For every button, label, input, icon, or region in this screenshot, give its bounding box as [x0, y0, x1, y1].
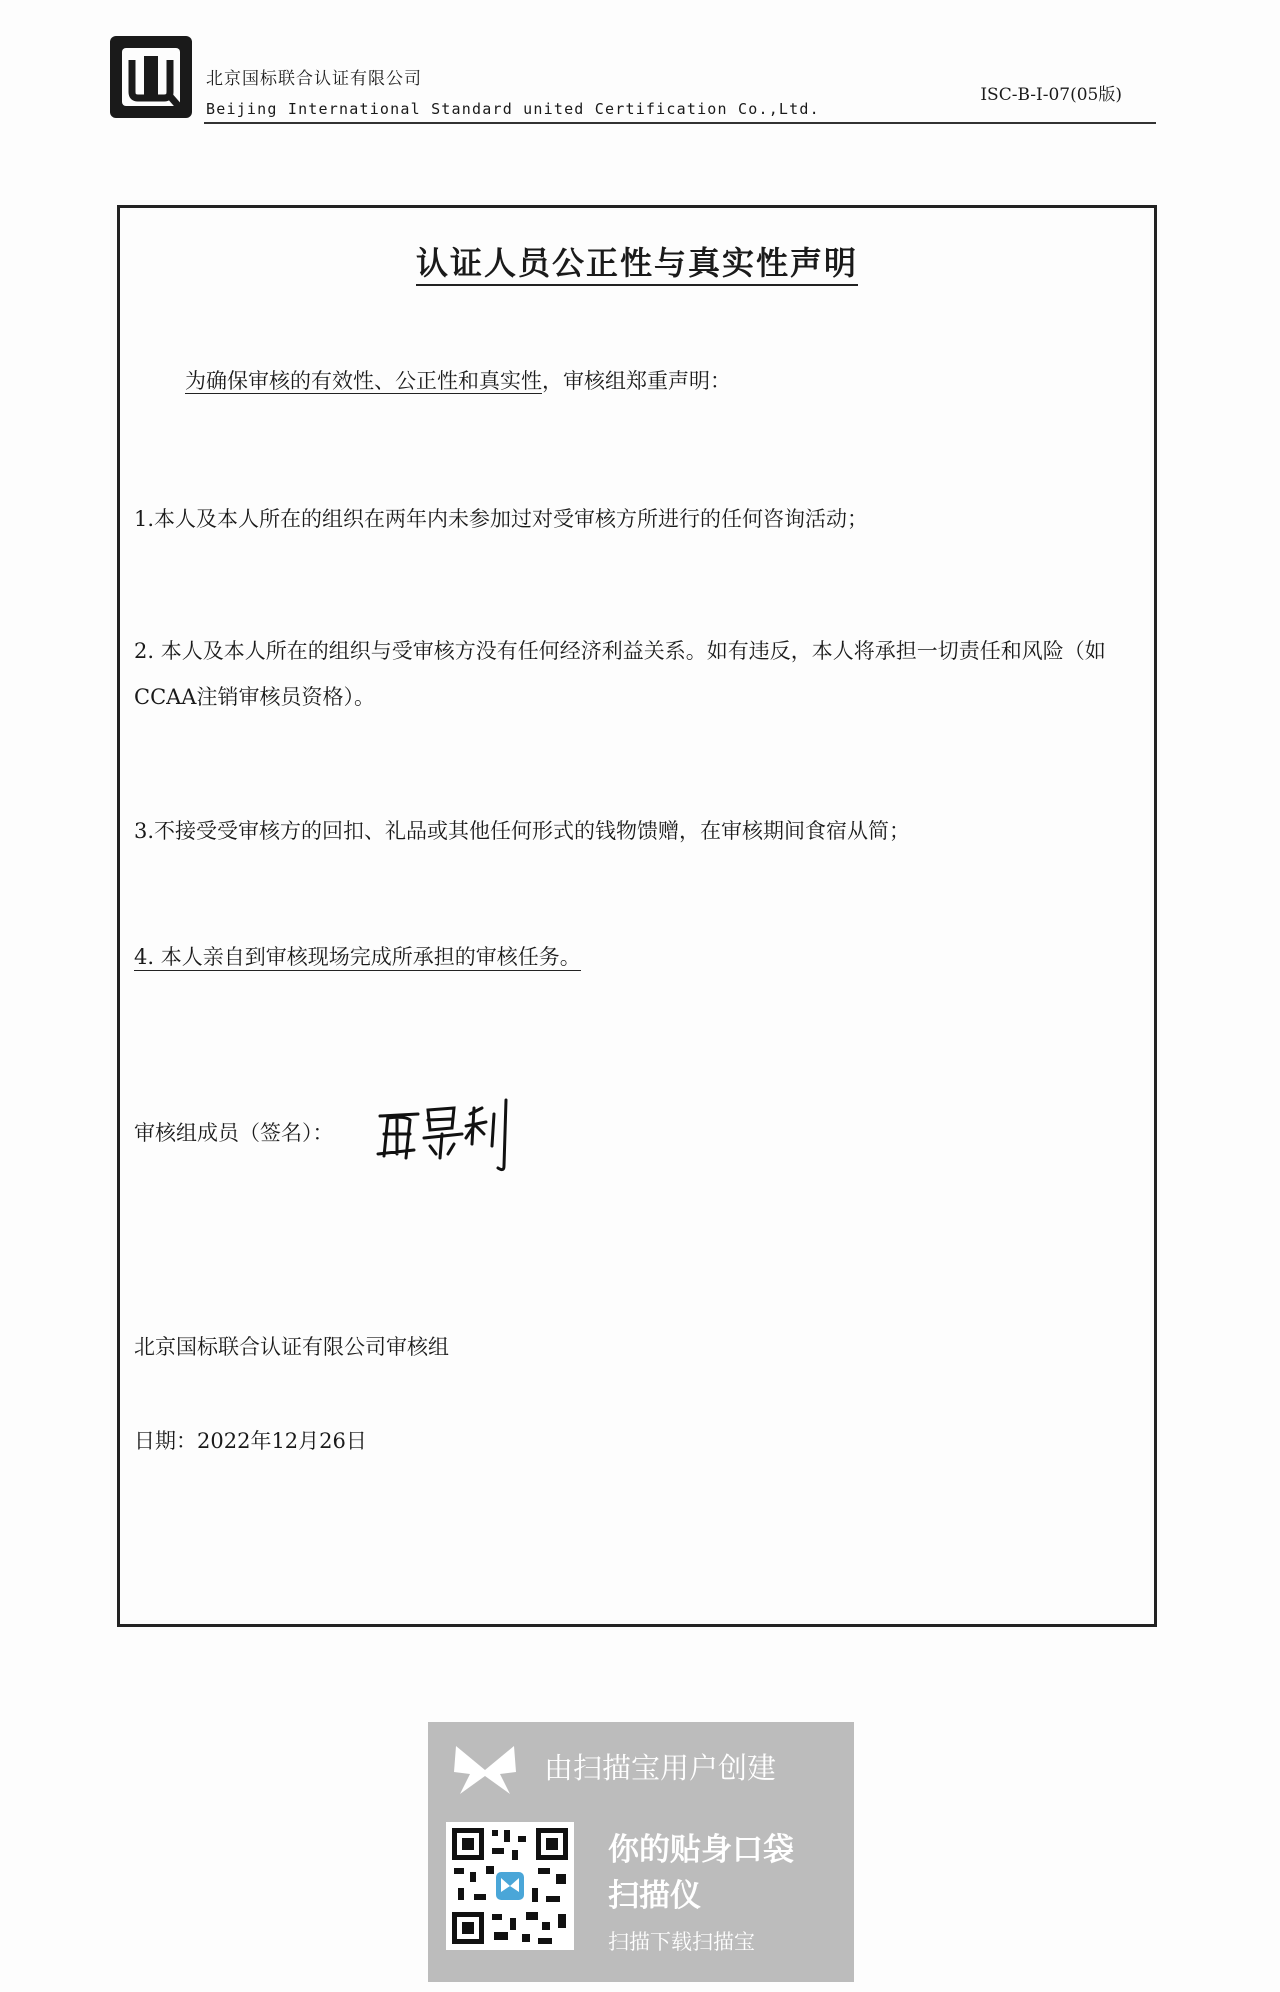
- declaration-frame: [117, 205, 1157, 1627]
- promo-slogan-line-2: 扫描仪: [608, 1878, 701, 1914]
- declaration-item-3: 3.不接受受审核方的回扣、礼品或其他任何形式的钱物馈赠，在审核期间食宿从简；: [134, 819, 911, 843]
- promo-download-link[interactable]: 扫描下载扫描宝: [608, 1930, 755, 1954]
- header-divider: [204, 122, 1156, 124]
- handwritten-signature: [370, 1094, 530, 1174]
- company-name-cn: 北京国标联合认证有限公司: [206, 69, 422, 89]
- declaration-item-1: 1.本人及本人所在的组织在两年内未参加过对受审核方所进行的任何咨询活动；: [134, 507, 869, 531]
- declaration-item-4: [134, 934, 581, 980]
- qr-code-icon[interactable]: [446, 1822, 574, 1950]
- intro-underlined: 为确保审核的有效性、公正性和真实性: [185, 369, 542, 393]
- company-name-en: Beijing International Standard united Certification Co.,Ltd.: [206, 100, 820, 118]
- declaration-item-4-text: 4. 本人亲自到审核现场完成所承担的审核任务。: [134, 945, 581, 969]
- butterfly-logo-icon: [450, 1742, 520, 1798]
- promo-created-by: 由扫描宝用户创建: [544, 1751, 777, 1785]
- scanner-app-watermark: [428, 1722, 854, 1982]
- document-header: [108, 34, 1156, 126]
- declaration-item-2: 2. 本人及本人所在的组织与受审核方没有任何经济利益关系。如有违反，本人将承担一切责任和风险（如CCAA注销审核员资格）。: [134, 639, 1106, 709]
- document-code: ISC-B-I-07(05版): [980, 85, 1122, 105]
- company-logo-icon: [108, 34, 194, 120]
- signer-label: 审核组成员（签名）：: [134, 1121, 334, 1145]
- audit-team-name: 北京国标联合认证有限公司审核组: [134, 1335, 449, 1359]
- document-title: [120, 238, 1154, 284]
- document-title-text: 认证人员公正性与真实性声明: [416, 244, 858, 286]
- intro-rest: ，审核组郑重声明：: [542, 369, 731, 393]
- promo-slogan-line-1: 你的贴身口袋: [608, 1832, 794, 1868]
- intro-paragraph: [185, 358, 731, 404]
- declaration-date: 日期：2022年12月26日: [134, 1429, 367, 1453]
